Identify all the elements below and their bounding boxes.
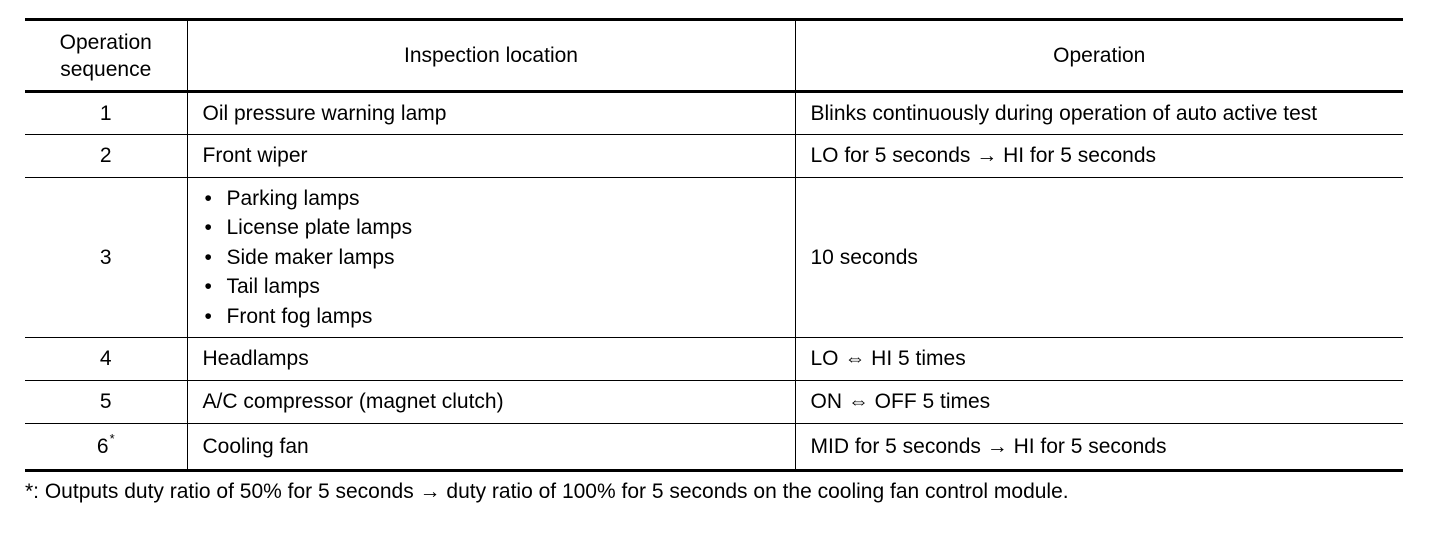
location-cell <box>187 178 795 338</box>
footnote-marker: * <box>109 430 115 446</box>
table-row <box>25 178 1403 338</box>
sequence-cell <box>25 424 187 471</box>
bullet-icon: • <box>204 304 212 328</box>
list-item-label: License plate lamps <box>226 216 413 240</box>
list-item <box>203 302 795 332</box>
table-row <box>25 135 1403 178</box>
list-item <box>203 213 795 243</box>
location-cell: Cooling fan <box>187 424 795 471</box>
sequence-number: 6 <box>96 434 109 458</box>
bullet-icon: • <box>204 216 212 240</box>
location-cell: A/C compressor (magnet clutch) <box>187 381 795 424</box>
header-sequence-text: Operation sequence <box>59 30 152 81</box>
header-row <box>25 20 1403 92</box>
inspection-table <box>25 18 1403 472</box>
sequence-cell: 1 <box>25 92 187 135</box>
location-cell: Oil pressure warning lamp <box>187 92 795 135</box>
list-item-label: Tail lamps <box>226 275 320 299</box>
bullet-icon: • <box>204 186 212 210</box>
list-item-label: Front fog lamps <box>226 304 373 328</box>
footnote: *: Outputs duty ratio of 50% for 5 seconds → duty ratio of 100% for 5 seconds on the cooling fan control module. <box>25 480 1069 503</box>
list-item <box>203 184 795 214</box>
table-row <box>25 92 1403 135</box>
operation-cell: Blinks continuously during operation of auto active test <box>795 92 1403 135</box>
list-item <box>203 243 795 273</box>
sequence-cell: 4 <box>25 338 187 381</box>
location-cell: Front wiper <box>187 135 795 178</box>
header-inspection-location: Inspection location <box>187 20 795 92</box>
table-row <box>25 424 1403 471</box>
table-body <box>25 92 1403 471</box>
operation-cell: MID for 5 seconds → HI for 5 seconds <box>795 424 1403 471</box>
location-bullet-list <box>203 184 795 332</box>
operation-cell: 10 seconds <box>795 178 1403 338</box>
list-item-label: Parking lamps <box>226 186 360 210</box>
list-item <box>203 272 795 302</box>
header-operation-sequence <box>25 20 187 92</box>
table-row <box>25 338 1403 381</box>
operation-cell: LO for 5 seconds → HI for 5 seconds <box>795 135 1403 178</box>
sequence-cell: 2 <box>25 135 187 178</box>
sequence-cell: 5 <box>25 381 187 424</box>
location-cell: Headlamps <box>187 338 795 381</box>
table-header <box>25 20 1403 92</box>
sequence-cell: 3 <box>25 178 187 338</box>
operation-cell: LO ⇔ HI 5 times <box>795 338 1403 381</box>
bullet-icon: • <box>204 275 212 299</box>
list-item-label: Side maker lamps <box>226 245 395 269</box>
table-row <box>25 381 1403 424</box>
header-operation: Operation <box>795 20 1403 92</box>
bullet-icon: • <box>204 245 212 269</box>
operation-cell: ON ⇔ OFF 5 times <box>795 381 1403 424</box>
